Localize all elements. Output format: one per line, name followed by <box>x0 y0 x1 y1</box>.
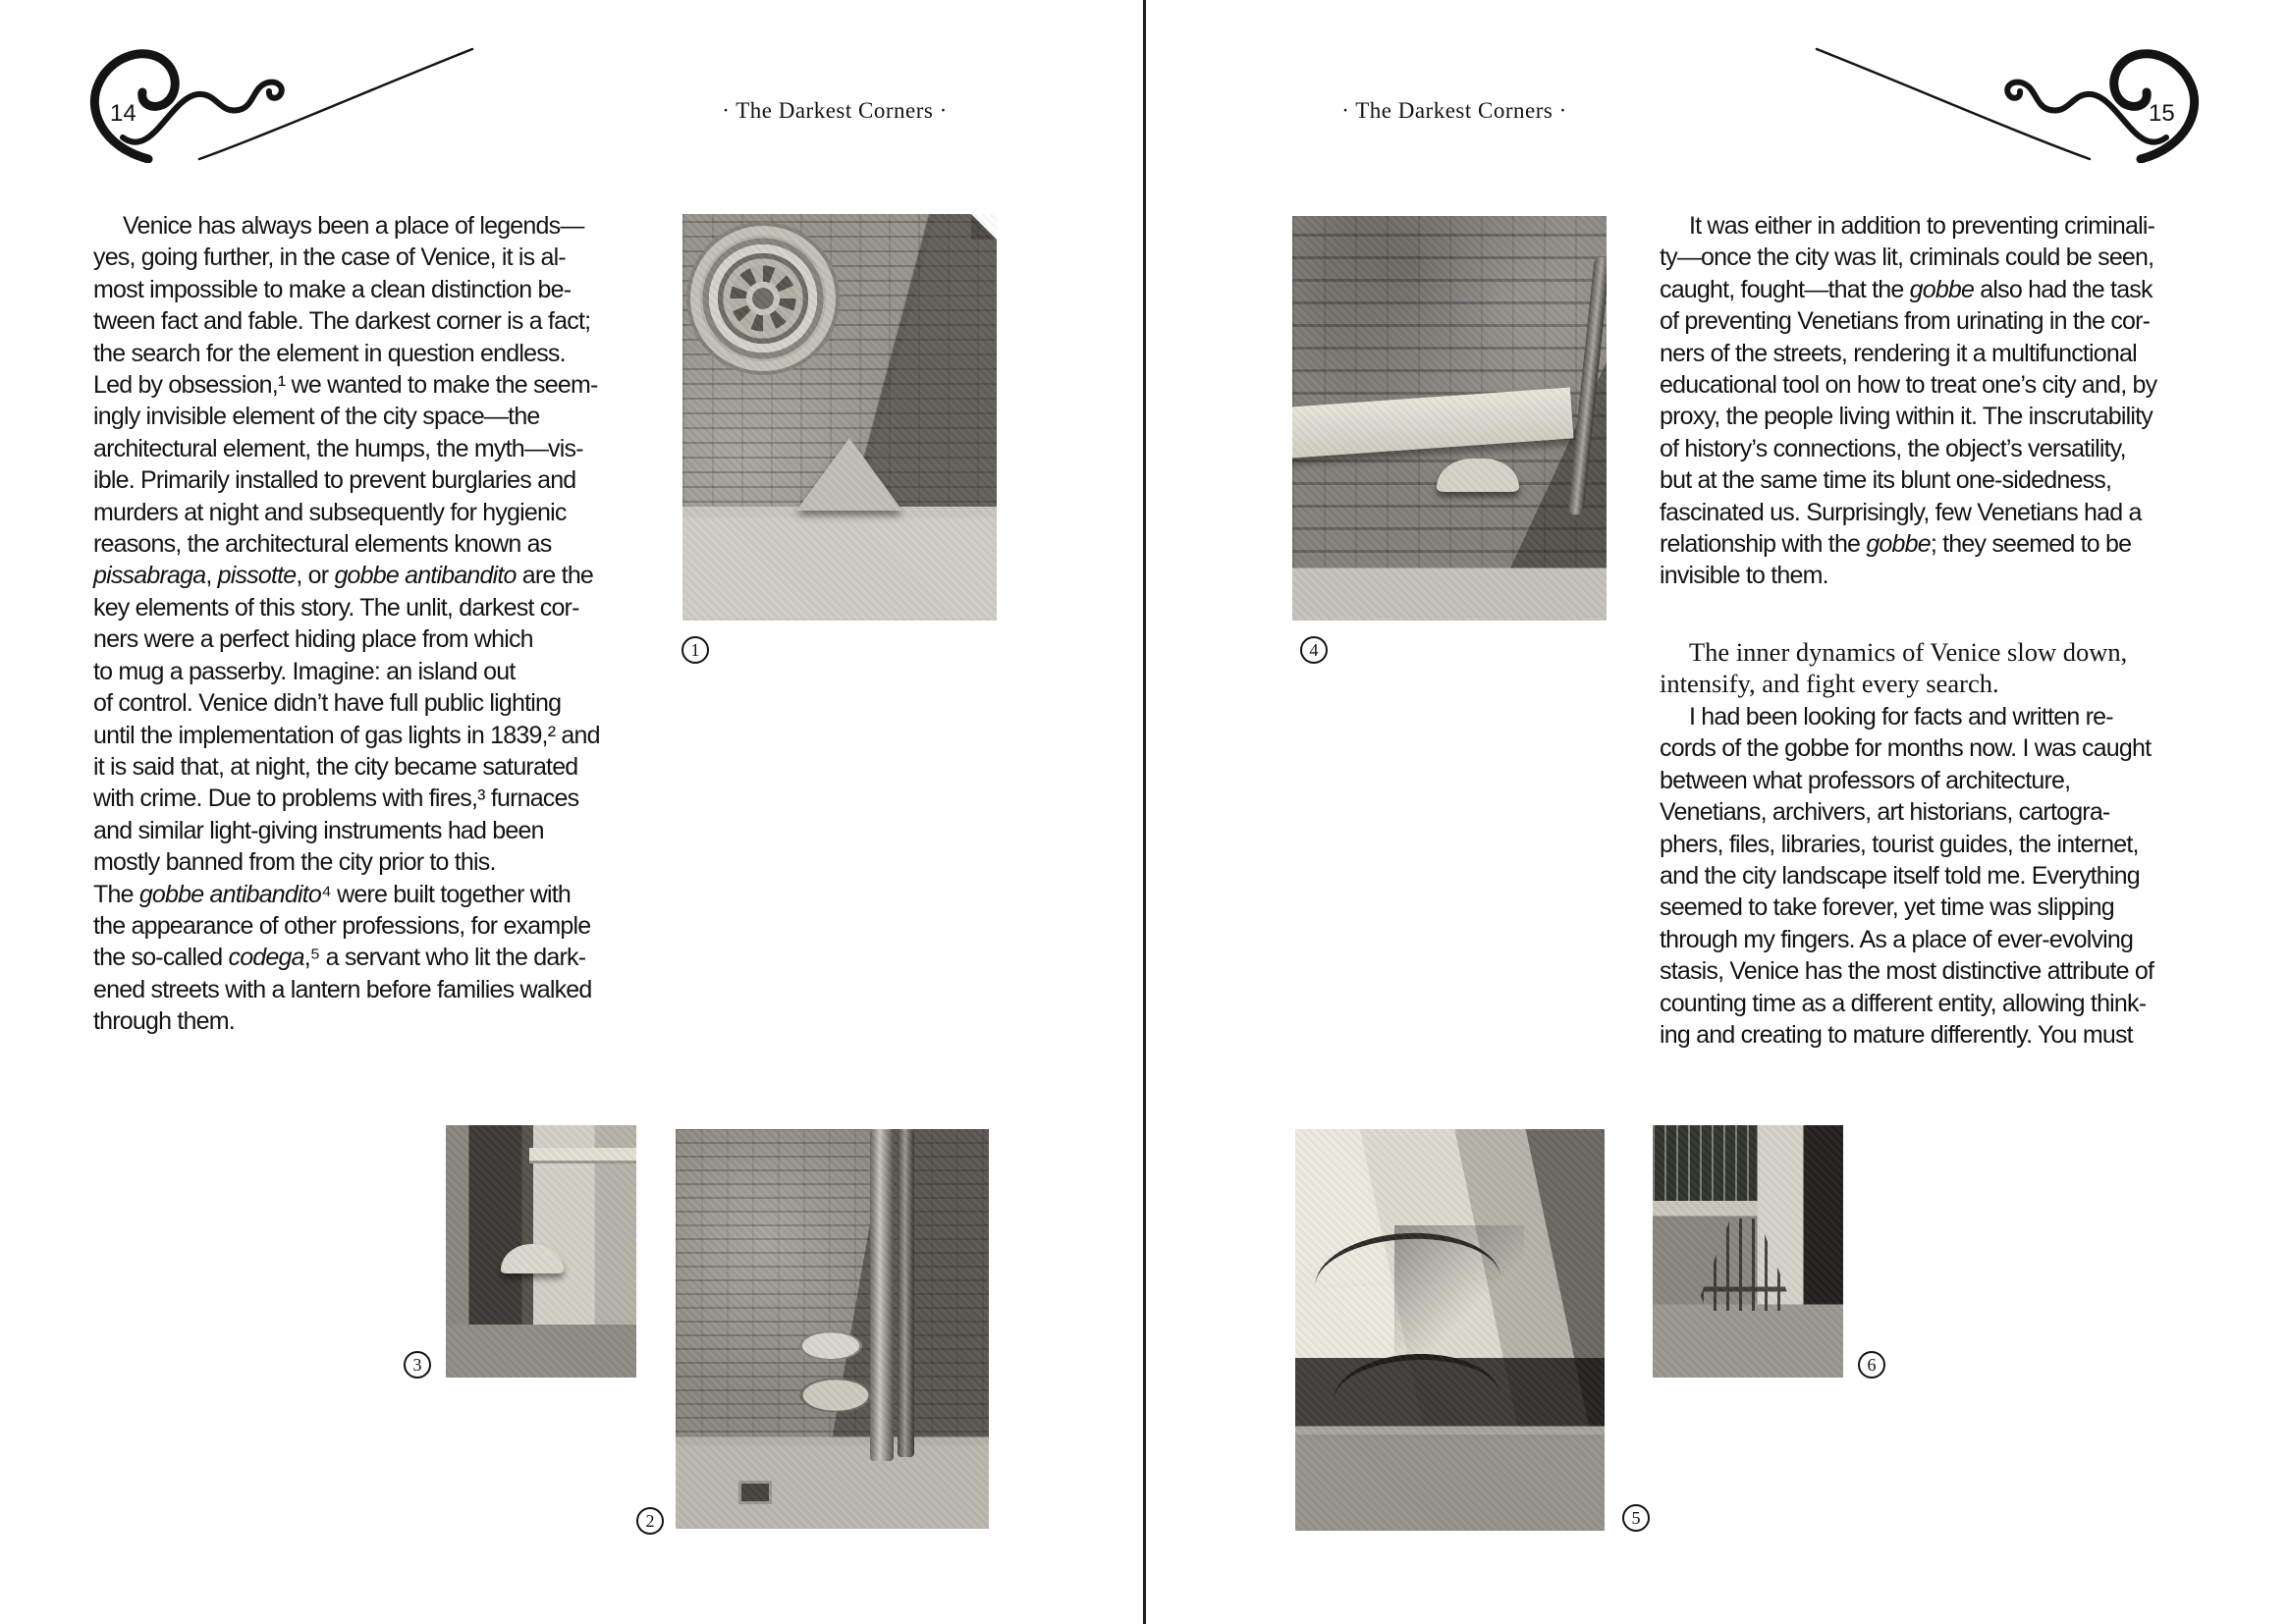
figure-3-photo-corner-shelf <box>446 1125 636 1378</box>
right-page-paragraph-1: It was either in addition to preventing criminali- ty—once the city was lit, criminals could be seen, caught, fought—that the gobbe also had the task of preventing Venetians from urinating in the cor- ners of the streets, rendering it a multifunctional educational tool on how to treat one’s city and, by proxy, the people living within it. The inscrutability of history’s connections, the object’s versatility, but at the same time its blunt one-sidedness, fascinated us. Surprisingly, few Venetians had a relationship with the gobbe; they seemed to be invisible to them. <box>1660 212 2157 590</box>
metal-pipe-shape <box>1568 256 1607 515</box>
pillar-capital-shape <box>529 1148 636 1161</box>
figure-number-5: 5 <box>1622 1504 1650 1532</box>
page-number-left: 14 <box>110 100 136 127</box>
figure-number-4: 4 <box>1300 636 1328 664</box>
spine-divider-rule <box>1143 0 1146 1624</box>
figure-number-1: 1 <box>681 636 709 664</box>
stone-hump-shape <box>1437 459 1519 492</box>
flourish-swirl-icon <box>83 37 476 163</box>
flourish-swirl-icon <box>1813 37 2206 163</box>
flourish-ornament-left <box>83 37 476 163</box>
left-page-body-paragraph: Venice has always been a place of legends— yes, going further, in the case of Venice, it is al- most impossible to make a clean distinction be- tween fact and fable. The darkest corner is a fact; the search for the element in question endless. Led by obsession,¹ we wanted to make the seem- ingly invisible element of the city space—the architectural element, the humps, the myth—vis- ible. Primarily installed to prevent burglaries and murders at night and subsequently for hygienic reasons, the architectural elements known as pissabraga, pissotte, or gobbe antibandito are the key elements of this story. The unlit, darkest cor- ners were a perfect hiding place from which to mug a passerby. Imagine: an island out of control. Venice didn’t have full public lighting until the implementation of gas lights in 1839,² and it is said that, at night, the city became saturated with crime. Due to problems with fires,³ furnaces and similar light-giving instruments had been mostly banned from the city prior to this. The gobbe antibandito⁴ were built together with the appearance of other professions, for example the so-called codega,⁵ a servant who lit the dark- ened streets with a lantern before families walked through them. <box>93 212 600 1036</box>
page-number-right: 15 <box>2149 100 2175 127</box>
right-page-serif-heading: The inner dynamics of Venice slow down, intensify, and fight every search. <box>1660 637 2128 699</box>
right-page-paragraph-2: I had been looking for facts and written re- cords of the gobbe for months now. I was caught between what professors of architecture, Venetians, archivers, art historians, cartogra- phers, files, libraries, tourist guides, the internet, and the city landscape itself told me. Everything seemed to take forever, yet time was slipping through my fingers. As a place of ever-evolving stasis, Venice has the most distinctive attribute of counting time as a different entity, allowing think- ing and creating to mature differently. You must <box>1660 703 2154 1050</box>
iron-cage-shape <box>1701 1218 1789 1311</box>
page-corner-fold <box>971 214 997 240</box>
figure-number-6: 6 <box>1858 1351 1885 1379</box>
floor-drain-shape <box>738 1481 772 1504</box>
flourish-ornament-right <box>1813 37 2206 163</box>
figure-number-3: 3 <box>404 1351 431 1379</box>
figure-6-photo-window-cage <box>1653 1125 1843 1378</box>
figure-5-photo-night-rails <box>1295 1129 1605 1531</box>
figure-1-photo-corner-rosette <box>682 214 997 621</box>
stone-humps-shape <box>782 1325 880 1442</box>
drainpipe-shape <box>870 1129 894 1461</box>
drainpipe-shape <box>898 1129 914 1457</box>
stone-shelf-shape <box>501 1244 564 1273</box>
rosette-relief-shape <box>700 236 826 361</box>
figure-number-2: 2 <box>636 1507 664 1535</box>
figure-4-photo-brick-slab <box>1292 216 1607 621</box>
stone-wedge-shape <box>796 438 902 511</box>
stone-slab-shape <box>1292 388 1573 460</box>
running-head-right: · The Darkest Corners · <box>1341 98 1567 123</box>
running-head-left: · The Darkest Corners · <box>722 98 948 123</box>
figure-2-photo-corner-pipes <box>676 1129 989 1529</box>
